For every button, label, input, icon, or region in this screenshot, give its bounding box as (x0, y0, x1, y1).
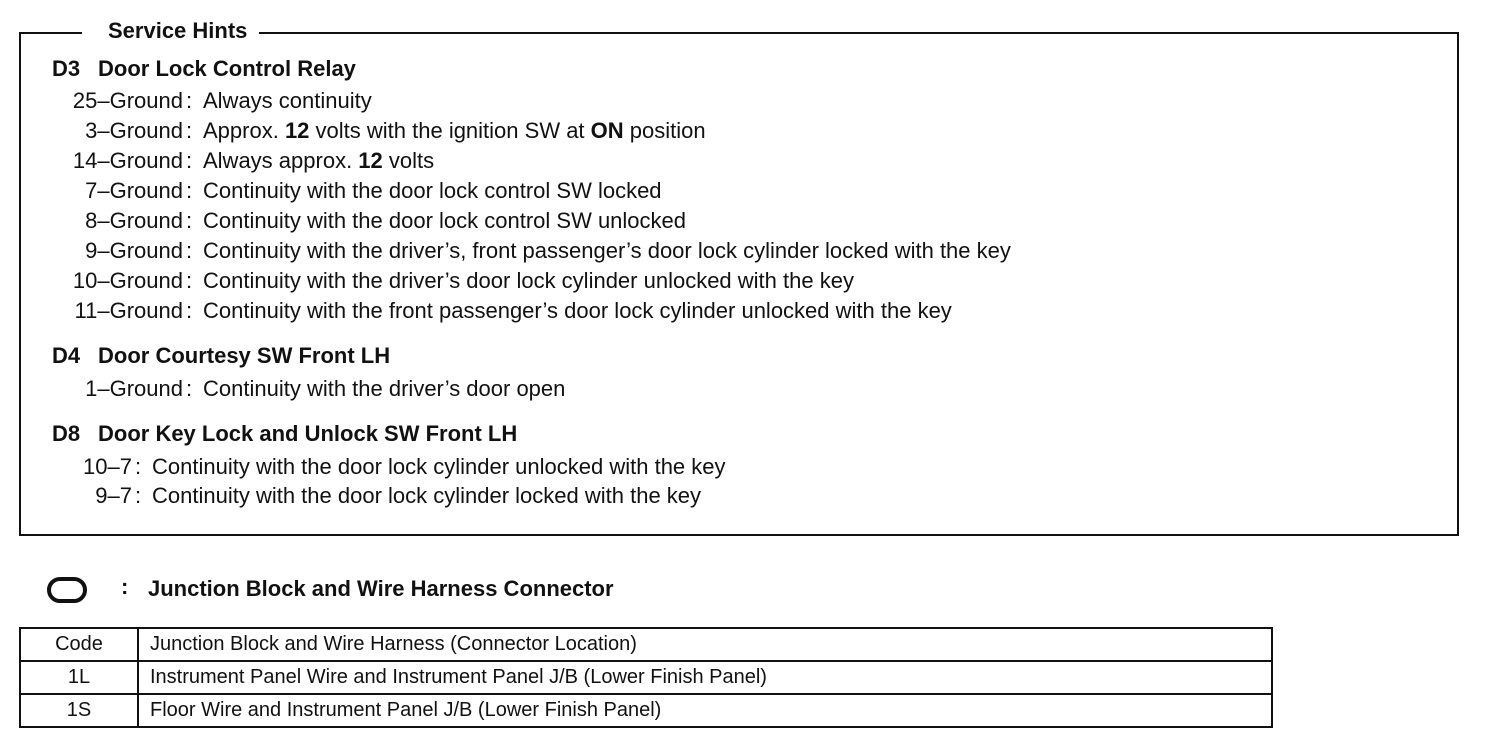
connector-name: Door Key Lock and Unlock SW Front LH (98, 421, 518, 446)
junction-legend-title: Junction Block and Wire Harness Connector (148, 576, 614, 601)
cell-location: Floor Wire and Instrument Panel J/B (Lower Finish Panel) (138, 694, 1272, 727)
pin-label: 14–Ground (72, 148, 183, 173)
separator-colon: : (186, 208, 193, 233)
section-heading-d4 (52, 343, 390, 369)
separator-colon: : (186, 376, 193, 401)
connector-code: D4 (52, 343, 81, 368)
cell-location: Instrument Panel Wire and Instrument Panel J/B (Lower Finish Panel) (138, 661, 1272, 694)
pin-label: 8–Ground (85, 208, 183, 233)
separator-colon: : (135, 454, 142, 479)
cell-code: 1S (20, 694, 138, 727)
rounded-rect-connector-icon (47, 577, 87, 603)
table-row (20, 661, 1272, 694)
separator-colon: : (186, 268, 193, 293)
hint-description: Always continuity (203, 88, 372, 113)
hint-description: Continuity with the driver’s door open (203, 376, 566, 401)
pin-label: 10–Ground (72, 268, 183, 293)
separator-colon: : (186, 118, 193, 143)
pin-label: 1–Ground (85, 376, 183, 401)
section-heading-d3 (52, 56, 356, 82)
cell-code: 1L (20, 661, 138, 694)
separator-colon: : (186, 238, 193, 263)
separator-colon: : (186, 178, 193, 203)
connector-name: Door Courtesy SW Front LH (98, 343, 391, 368)
pin-label: 7–Ground (85, 178, 183, 203)
connector-name: Door Lock Control Relay (98, 56, 356, 81)
hint-description: Continuity with the door lock control SW locked (203, 178, 662, 203)
header-code: Code (20, 628, 138, 661)
separator-colon: : (186, 298, 193, 323)
hint-description: Continuity with the driver’s, front passenger’s door lock cylinder locked with the key (203, 238, 1011, 263)
legend-colon: : (121, 574, 129, 599)
hint-description: Approx. 12 volts with the ignition SW at ON position (203, 118, 706, 143)
hint-description: Continuity with the driver’s door lock cylinder unlocked with the key (203, 268, 854, 293)
hint-description: Continuity with the door lock cylinder locked with the key (152, 483, 702, 508)
hint-description: Continuity with the front passenger’s door lock cylinder unlocked with the key (203, 298, 952, 323)
table-row (20, 694, 1272, 727)
junction-table (19, 627, 1273, 728)
pin-label: 11–Ground (74, 298, 183, 323)
hint-description: Continuity with the door lock cylinder unlocked with the key (152, 454, 726, 479)
pin-label: 9–7 (95, 483, 132, 508)
section-heading-d8 (52, 421, 517, 447)
pin-label: 25–Ground (72, 88, 183, 113)
separator-colon: : (135, 483, 142, 508)
header-location: Junction Block and Wire Harness (Connector Location) (138, 628, 1272, 661)
pin-label: 3–Ground (85, 118, 183, 143)
service-hints-title: Service Hints (82, 18, 259, 44)
separator-colon: : (186, 88, 193, 113)
connector-code: D3 (52, 56, 81, 81)
connector-code: D8 (52, 421, 81, 446)
table-header-row (20, 628, 1272, 661)
separator-colon: : (186, 148, 193, 173)
hint-description: Continuity with the door lock control SW unlocked (203, 208, 687, 233)
hint-description: Always approx. 12 volts (203, 148, 435, 173)
pin-label: 10–7 (83, 454, 132, 479)
pin-label: 9–Ground (85, 238, 183, 263)
